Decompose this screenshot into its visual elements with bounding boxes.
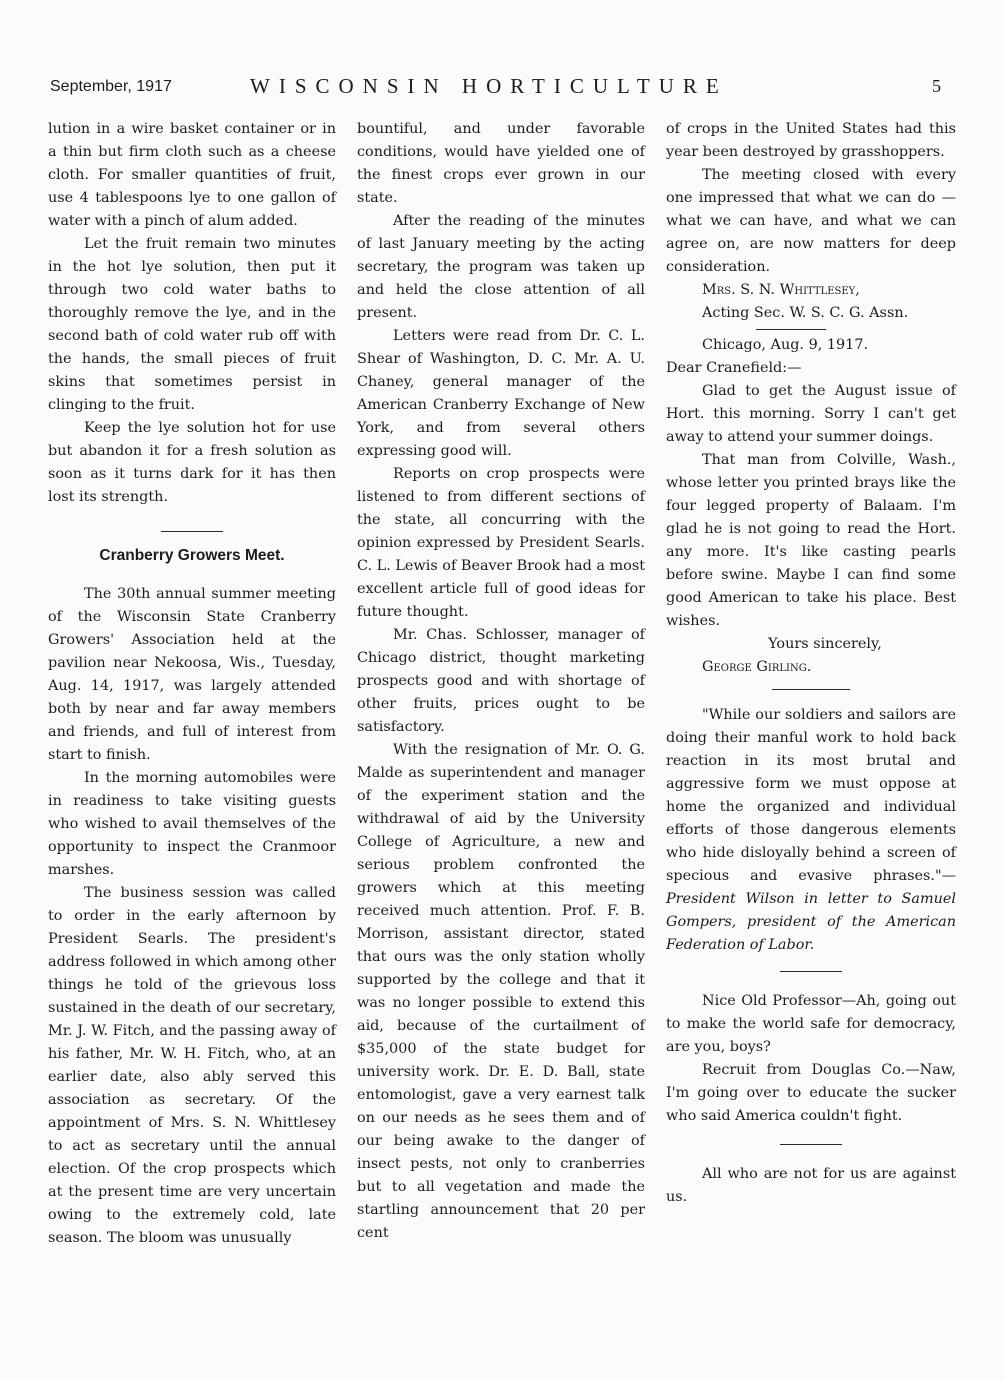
quote-text: "While our soldiers and sailors are doing their manful work to hold back reaction in its most brutal and aggressive form we must oppose at home the organized and individual efforts of those dangerous elements who hide disloyally behind a screen of specious and evasive phrases.": [666, 707, 956, 884]
paragraph: The meeting closed with every one impressed that what we can do —what we can have, and what we can agree on, are now matters for deep consideration.: [666, 167, 956, 275]
paragraph: Letters were read from Dr. C. L. Shear of Washington, D. C. Mr. A. U. Chaney, general manager of the American Cranberry Exchange of New York, and from several others expressing good will.: [357, 328, 645, 459]
page-header: [0, 74, 1005, 102]
section-divider: [756, 329, 826, 330]
paragraph: bountiful, and under favorable conditions, would have yielded one of the finest crops ever grown in our state.: [357, 121, 645, 206]
paragraph: With the resignation of Mr. O. G. Malde as superintendent and manager of the experiment station and the withdrawal of aid by the University College of Agriculture, a new and serious problem confronted the growers which at this meeting received much attention. Prof. F. B. Morrison, assistant director, stated that ours was the only station wholly supported by the college and that it was no longer possible to extend this aid, because of the curtailment of $35,000 of the state budget for university work. Dr. E. D. Ball, state entomologist, gave a very earnest talk on our needs as he sees them and of our being awake to the danger of insect pests, not only to cranberries but to all vegetation and made the startling announcement that 20 per cent: [357, 742, 645, 1241]
page-number: 5: [932, 76, 941, 96]
paragraph: All who are not for us are against us.: [666, 1166, 956, 1205]
letter-paragraph: That man from Colville, Wash., whose letter you printed brays like the four legged property of Balaam. I'm glad he is not going to read the Hort. any more. It's like casting pearls before swine. Maybe I can find some good American to take his place. Best wishes.: [666, 452, 956, 629]
letter-paragraph: Glad to get the August issue of Hort. this morning. Sorry I can't get away to attend your summer doings.: [666, 383, 956, 445]
paragraph: In the morning automobiles were in readiness to take visiting guests who wished to avail themselves of the opportunity to inspect the Cranmoor marshes.: [48, 770, 336, 878]
letter-salutation: Dear Cranefield:—: [666, 360, 802, 376]
paragraph: Let the fruit remain two minutes in the hot lye solution, then put it through two cold water baths to thoroughly remove the lye, and in the second bath of cold water rub off with the hands, the small pieces of fruit skins that sometimes persist in clinging to the fruit.: [48, 236, 336, 413]
signature-name: George Girling.: [702, 659, 812, 675]
section-divider: [780, 971, 842, 972]
quote-attribution: —President Wilson in letter to Samuel Gompers, president of the American Federation of Labor.: [666, 868, 956, 953]
column-3: [666, 118, 956, 1209]
section-divider: [772, 689, 850, 690]
issue-date: September, 1917: [50, 78, 172, 95]
column-2: [357, 118, 645, 1245]
signature-name: Mrs. S. N. Whittlesey,: [702, 282, 860, 298]
article-heading: Cranberry Growers Meet.: [99, 547, 285, 564]
paragraph: Nice Old Professor—Ah, going out to make the world safe for democracy, are you, boys?: [666, 993, 956, 1055]
column-1: [48, 118, 336, 1250]
paragraph: After the reading of the minutes of last January meeting by the acting secretary, the program was taken up and held the close attention of all present.: [357, 213, 645, 321]
section-divider: [780, 1144, 842, 1145]
letter-date: Chicago, Aug. 9, 1917.: [702, 337, 869, 353]
paragraph: lution in a wire basket container or in a thin but firm cloth such as a cheese cloth. For smaller quantities of fruit, use 4 tablespoons lye to one gallon of water with a pinch of alum added.: [48, 121, 336, 229]
paragraph: Recruit from Douglas Co.—Naw, I'm going over to educate the sucker who said America couldn't fight.: [666, 1062, 956, 1124]
publication-title: WISCONSIN HORTICULTURE: [250, 74, 728, 98]
paragraph: Keep the lye solution hot for use but abandon it for a fresh solution as soon as it turns dark for it has then lost its strength.: [48, 420, 336, 505]
paragraph: of crops in the United States had this year been destroyed by grasshoppers.: [666, 121, 956, 160]
paragraph: The business session was called to order in the early afternoon by President Searls. The president's address followed in which among other things he told of the grievous loss sustained in the death of our secretary, Mr. J. W. Fitch, and the passing away of his father, Mr. W. H. Fitch, who, at an earlier date, also ably served this association as secretary. Of the appointment of Mrs. S. N. Whittlesey to act as secretary until the annual election. Of the crop prospects which at the present time are very uncertain owing to the extremely cold, late season. The bloom was unusually: [48, 885, 336, 1246]
paragraph: Reports on crop prospects were listened to from different sections of the state, all concurring with the opinion expressed by President Searls. C. L. Lewis of Beaver Brook had a most excellent article full of good ideas for future thought.: [357, 466, 645, 620]
paragraph: The 30th annual summer meeting of the Wisconsin State Cranberry Growers' Association held at the pavilion near Nekoosa, Wis., Tuesday, Aug. 14, 1917, was largely attended both by near and far away members and friends, and full of interest from start to finish.: [48, 586, 336, 763]
section-divider: [161, 531, 223, 532]
paragraph: Mr. Chas. Schlosser, manager of Chicago district, thought marketing prospects good and with shortage of other fruits, prices ought to be satisfactory.: [357, 627, 645, 735]
quote-paragraph: [666, 704, 956, 957]
letter-closing: Yours sincerely,: [768, 636, 882, 652]
signature-title: Acting Sec. W. S. C. G. Assn.: [702, 305, 909, 321]
